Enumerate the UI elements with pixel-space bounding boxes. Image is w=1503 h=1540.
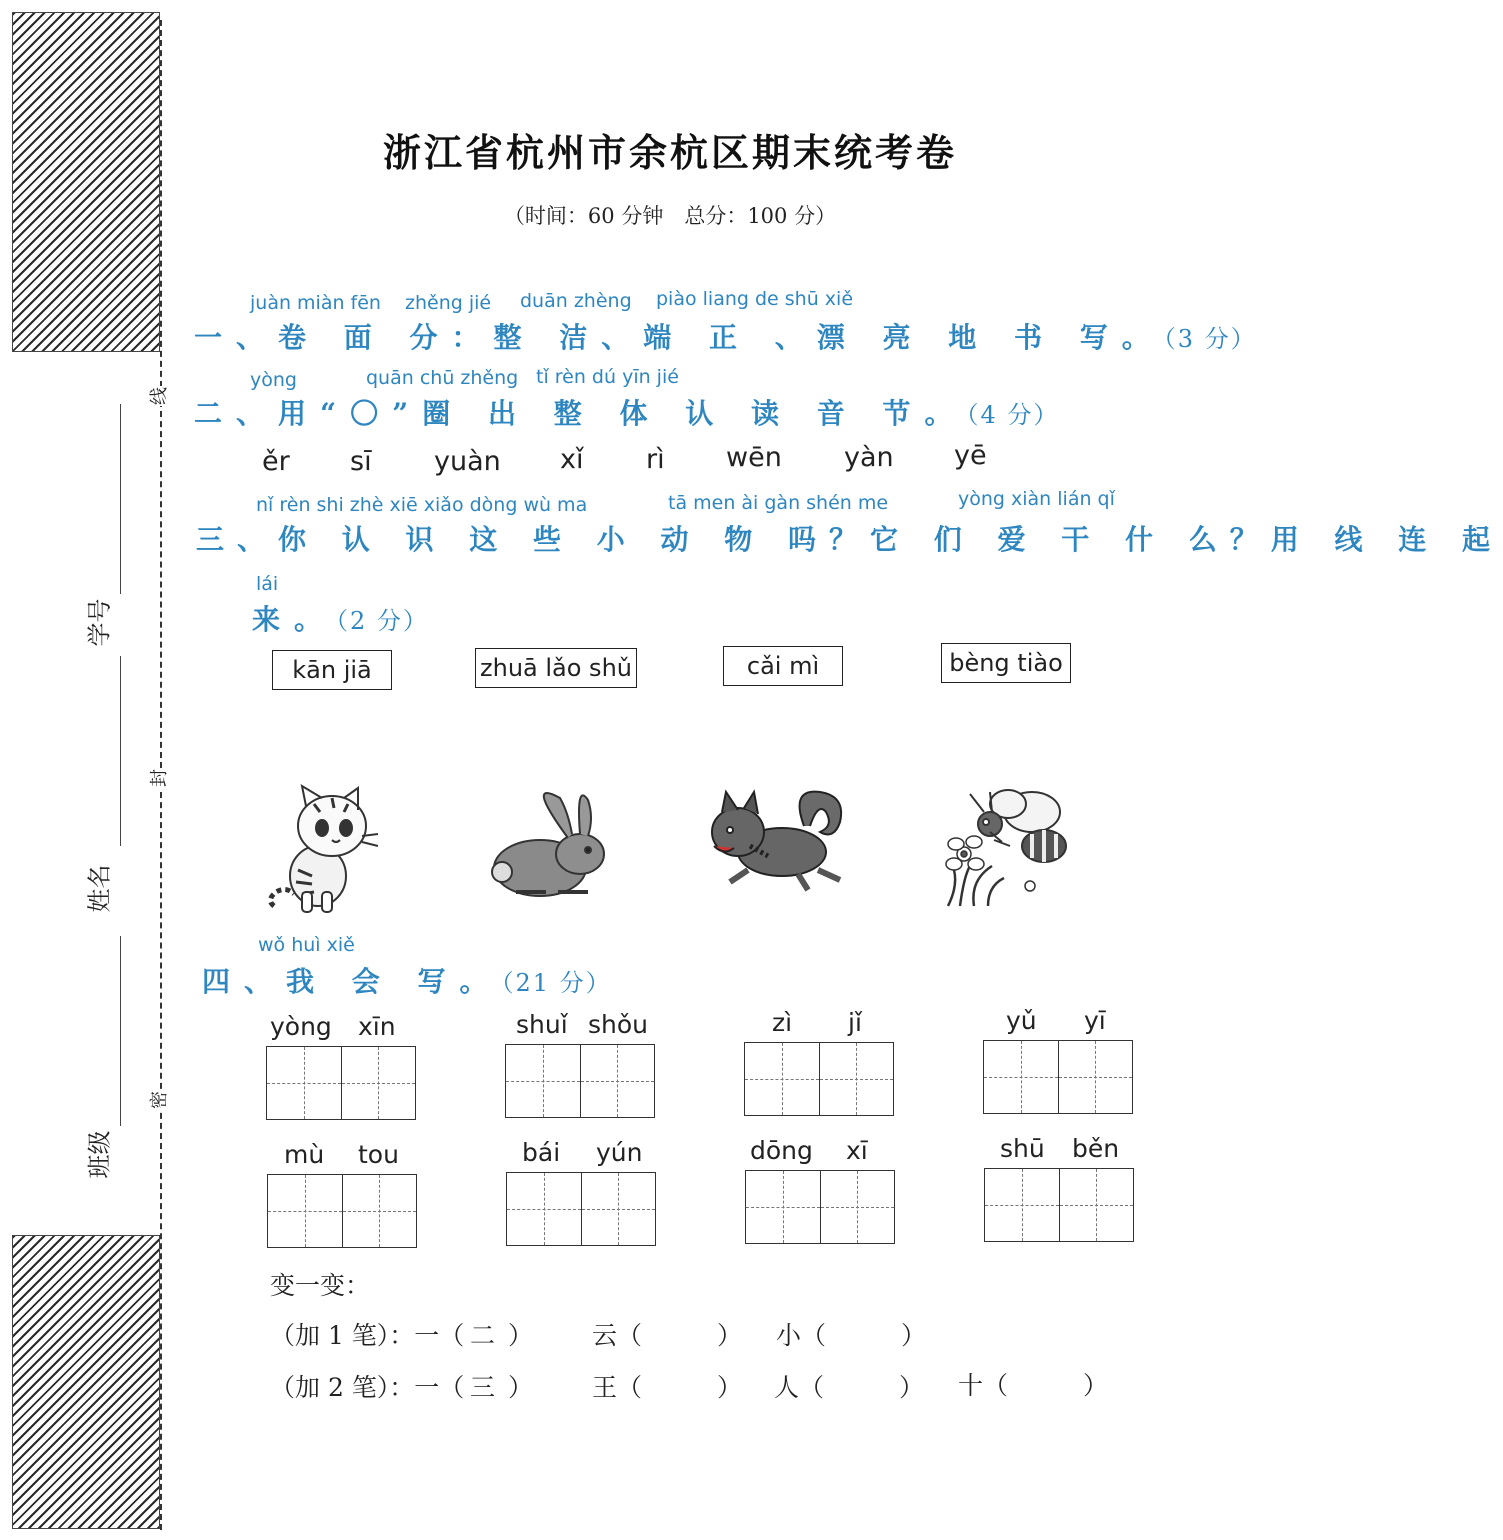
word-8-pinyin-b: běn — [1072, 1134, 1120, 1163]
q4-heading — [202, 960, 612, 1000]
syllable-7[interactable]: yàn — [844, 442, 894, 473]
cut-word-mi: 密 — [149, 1091, 170, 1109]
student-id-line — [120, 404, 121, 594]
cut-word-xian: 线 — [149, 387, 170, 405]
class-label: 班级 — [85, 1130, 114, 1179]
q3-pinyin-1: nǐ rèn shi zhè xiē xiǎo dòng wù ma — [256, 494, 588, 516]
q1-heading — [194, 316, 1257, 356]
q2-pinyin-1: yòng — [250, 369, 297, 391]
word-6-pinyin-b: yún — [596, 1138, 643, 1167]
q2-pinyin-2: quān chū zhěng — [366, 367, 519, 389]
action-box-kanjia[interactable]: kān jiā — [272, 650, 392, 690]
q1-pinyin-4: piào liang de shū xiě — [656, 288, 854, 310]
writing-grid-7[interactable] — [745, 1170, 895, 1244]
add2-item-shi[interactable]: 十（ ） — [958, 1371, 1109, 1400]
q1-score: （3 分） — [1163, 325, 1257, 353]
writing-grid-4[interactable] — [983, 1040, 1133, 1114]
change-title: 变一变： — [270, 1271, 371, 1300]
word-2-pinyin-a: shuǐ — [516, 1010, 568, 1039]
q3-score: （2 分） — [336, 607, 429, 635]
word-1-pinyin-b: xīn — [358, 1012, 396, 1041]
word-4-pinyin-b: yī — [1084, 1006, 1106, 1035]
class-line — [120, 936, 121, 1126]
student-id-label: 学号 — [85, 598, 114, 647]
writing-grid-8[interactable] — [984, 1168, 1134, 1242]
q4-text: 四、我 会 写。 — [202, 965, 502, 998]
writing-grid-2[interactable] — [505, 1044, 655, 1118]
add2-item-wang[interactable]: 王（ ） — [592, 1373, 743, 1402]
action-box-zhualaoshu[interactable]: zhuā lǎo shǔ — [475, 648, 637, 688]
name-line — [120, 656, 121, 846]
q1-pinyin-2: zhěng jié — [405, 292, 492, 314]
name-label: 姓名 — [85, 864, 114, 913]
add1-example-close: ） — [508, 1321, 534, 1350]
word-3-pinyin-b: jǐ — [848, 1008, 862, 1037]
syllable-5[interactable]: rì — [646, 444, 665, 475]
cat-image[interactable] — [262, 784, 382, 916]
writing-grid-6[interactable] — [506, 1172, 656, 1246]
syllable-6[interactable]: wēn — [726, 442, 782, 473]
word-8-pinyin-a: shū — [1000, 1134, 1045, 1163]
word-1-pinyin-a: yòng — [270, 1012, 332, 1041]
add2-example-close: ） — [508, 1373, 534, 1402]
cut-word-feng: 封 — [149, 769, 170, 787]
word-3-pinyin-a: zì — [772, 1008, 793, 1037]
exam-info: （时间：60 分钟 总分：100 分） — [503, 204, 837, 228]
word-7-pinyin-a: dōng — [750, 1136, 813, 1165]
q3-pinyin-3: yòng xiàn lián qǐ — [958, 488, 1115, 510]
margin-hatch-top — [12, 12, 160, 352]
add2-item-ren[interactable]: 人（ ） — [774, 1373, 925, 1402]
bee-image[interactable] — [940, 782, 1074, 906]
q3-heading — [196, 518, 1503, 558]
dog-image[interactable] — [708, 790, 852, 892]
q3-pinyin-2: tā men ài gàn shén me — [668, 492, 889, 514]
writing-grid-3[interactable] — [744, 1042, 894, 1116]
writing-grid-1[interactable] — [266, 1046, 416, 1120]
syllable-3[interactable]: yuàn — [434, 446, 501, 477]
syllable-1[interactable]: ěr — [262, 446, 290, 477]
add2-example-answer: 三 — [470, 1373, 496, 1402]
q3-heading-cont — [252, 598, 429, 638]
word-2-pinyin-b: shǒu — [588, 1010, 649, 1039]
word-5-pinyin-a: mù — [284, 1140, 325, 1169]
action-box-bengtiao[interactable]: bèng tiào — [941, 643, 1071, 683]
q1-pinyin-3: duān zhèng — [520, 290, 632, 312]
margin-hatch-bottom — [12, 1235, 160, 1529]
q4-pinyin: wǒ huì xiě — [258, 934, 355, 956]
q2-heading — [194, 392, 1059, 432]
word-5-pinyin-b: tou — [358, 1140, 399, 1169]
q1-text: 一、卷 面 分：整 洁、端 正 、漂 亮 地 书 写。 — [194, 321, 1164, 354]
page-title: 浙江省杭州市余杭区期末统考卷 — [382, 130, 957, 175]
word-4-pinyin-a: yǔ — [1006, 1006, 1037, 1035]
word-7-pinyin-b: xī — [846, 1136, 868, 1165]
writing-grid-5[interactable] — [267, 1174, 417, 1248]
add1-item-xiao[interactable]: 小（ ） — [776, 1321, 927, 1350]
add2-label: （加 2 笔）：一（ — [270, 1373, 465, 1402]
add1-example-answer: 二 — [470, 1321, 496, 1350]
q3-text-2: 来。 — [252, 603, 337, 636]
q2-pinyin-3: tǐ rèn dú yīn jié — [536, 366, 679, 388]
q3-pinyin-lai: lái — [256, 573, 279, 595]
q4-score: （21 分） — [501, 969, 612, 997]
action-box-caimi[interactable]: cǎi mì — [723, 646, 843, 686]
syllable-2[interactable]: sī — [350, 446, 372, 477]
rabbit-image[interactable] — [488, 792, 612, 900]
add1-label: （加 1 笔）：一（ — [270, 1321, 465, 1350]
q3-text: 三、你 认 识 这 些 小 动 物 吗？它 们 爱 干 什 么？用 线 连 起 — [196, 523, 1503, 556]
q2-text: 二、用“〇”圈 出 整 体 认 读 音 节。 — [194, 397, 967, 430]
q1-pinyin-1: juàn miàn fēn — [250, 292, 381, 314]
add1-item-yun[interactable]: 云（ ） — [592, 1321, 743, 1350]
syllable-4[interactable]: xǐ — [560, 444, 584, 475]
q2-score: （4 分） — [966, 401, 1060, 429]
word-6-pinyin-a: bái — [522, 1138, 561, 1167]
syllable-8[interactable]: yē — [954, 440, 987, 471]
